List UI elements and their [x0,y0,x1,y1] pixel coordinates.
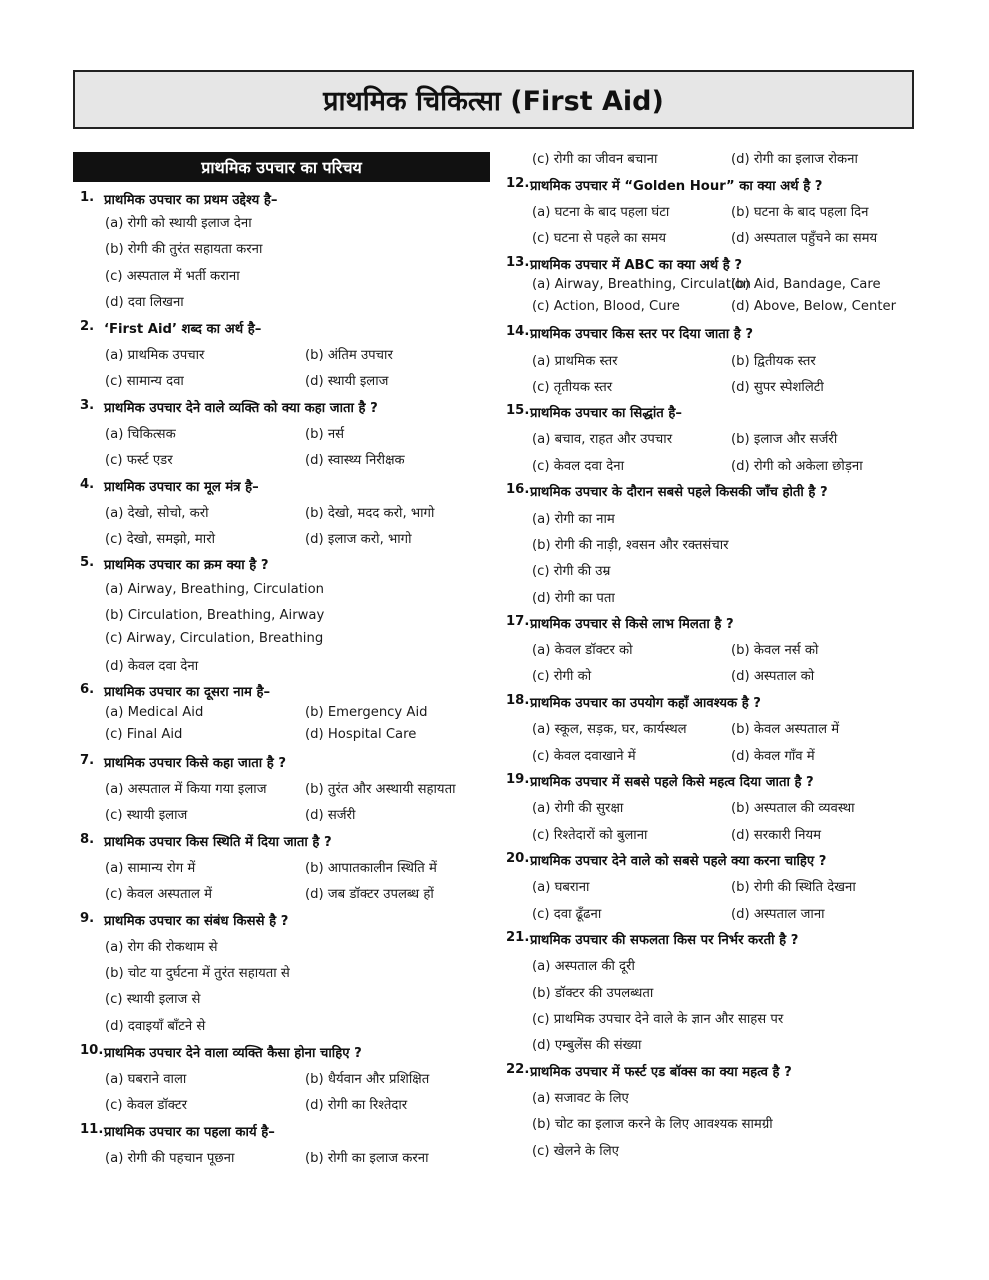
option: (b) नर्स [305,427,345,442]
question-number: 11. [80,1122,104,1137]
option: (c) केवल अस्पताल में [105,887,212,902]
option: (c) दवा ढूँढना [532,907,602,922]
question-number: 8. [80,832,95,847]
question-number: 19. [506,772,530,787]
option: (a) रोगी की पहचान पूछना [105,1151,235,1166]
option: (c) केवल दवाखाने में [532,749,636,764]
option: (b) धैर्यवान और प्रशिक्षित [305,1072,430,1087]
option: (c) तृतीयक स्तर [532,380,613,395]
option: (b) Circulation, Breathing, Airway [105,608,325,623]
question-text: प्राथमिक उपचार का उपयोग कहाँ आवश्यक है ? [530,696,761,711]
question-number: 6. [80,682,95,697]
question-text: प्राथमिक उपचार देने वाला व्यक्ति कैसा होना चाहिए ? [104,1046,362,1061]
option: (d) सर्जरी [305,808,356,823]
question-number: 9. [80,911,95,926]
option: (a) रोगी का नाम [532,512,615,527]
question-number: 4. [80,477,95,492]
option: (c) Airway, Circulation, Breathing [105,631,324,646]
option: (b) डॉक्टर की उपलब्धता [532,986,654,1001]
question-text: प्राथमिक उपचार का मूल मंत्र है– [104,480,259,495]
question-number: 14. [506,324,530,339]
option: (c) रोगी का जीवन बचाना [532,152,658,167]
option: (d) स्वास्थ्य निरीक्षक [305,453,405,468]
option: (d) दवाइयाँ बाँटने से [105,1019,206,1034]
option: (a) सामान्य रोग में [105,861,196,876]
option: (d) स्थायी इलाज [305,374,389,389]
option: (b) चोट या दुर्घटना में तुरंत सहायता से [105,966,290,981]
question-text: प्राथमिक उपचार देने वाले को सबसे पहले क्या करना चाहिए ? [530,854,827,869]
section-heading: प्राथमिक उपचार का परिचय [73,152,490,182]
question-number: 16. [506,482,530,497]
option: (d) अस्पताल जाना [731,907,825,922]
option: (d) सुपर स्पेशलिटी [731,380,824,395]
option: (c) रोगी को [532,669,592,684]
question-text: प्राथमिक उपचार का सिद्धांत है– [530,406,682,421]
question-number: 20. [506,851,530,866]
option: (d) दवा लिखना [105,295,184,310]
option: (a) अस्पताल की दूरी [532,959,635,974]
page-title: प्राथमिक चिकित्सा (First Aid) [323,86,664,117]
question-number: 13. [506,255,530,270]
option: (b) केवल अस्पताल में [731,722,840,737]
question-text: प्राथमिक उपचार देने वाले व्यक्ति को क्या कहा जाता है ? [104,401,378,416]
option: (c) स्थायी इलाज [105,808,188,823]
option: (b) अंतिम उपचार [305,348,393,363]
option: (b) रोगी की नाड़ी, श्वसन और रक्तसंचार [532,538,729,553]
option: (b) केवल नर्स को [731,643,819,658]
option: (d) इलाज करो, भागो [305,532,412,547]
question-number: 2. [80,319,95,334]
option: (d) Above, Below, Center [731,299,897,314]
option: (c) रोगी की उम्र [532,564,611,579]
option: (a) Airway, Breathing, Circulation [105,582,325,597]
question-number: 5. [80,555,95,570]
option: (a) Airway, Breathing, Circulation [532,277,752,292]
option: (c) प्राथमिक उपचार देने वाले के ज्ञान और साहस पर [532,1012,784,1027]
question-number: 21. [506,930,530,945]
option: (d) केवल दवा देना [105,659,199,674]
question-number: 12. [506,176,530,191]
question-text: प्राथमिक उपचार में ABC का क्या अर्थ है ? [530,258,743,273]
option: (c) केवल डॉक्टर [105,1098,188,1113]
question-number: 1. [80,190,95,205]
option: (d) जब डॉक्टर उपलब्ध हों [305,887,434,902]
option: (c) Final Aid [105,727,183,742]
option: (a) रोगी की सुरक्षा [532,801,624,816]
option: (a) अस्पताल में किया गया इलाज [105,782,267,797]
option: (a) प्राथमिक उपचार [105,348,205,363]
option: (b) तुरंत और अस्थायी सहायता [305,782,456,797]
option: (a) रोगी को स्थायी इलाज देना [105,216,252,231]
option: (c) देखो, समझो, मारो [105,532,216,547]
question-text: प्राथमिक उपचार किसे कहा जाता है ? [104,756,287,771]
option: (b) रोगी का इलाज करना [305,1151,429,1166]
option: (a) केवल डॉक्टर को [532,643,633,658]
question-text: प्राथमिक उपचार के दौरान सबसे पहले किसकी जाँच होती है ? [530,485,828,500]
option: (c) अस्पताल में भर्ती कराना [105,269,240,284]
option: (c) Action, Blood, Cure [532,299,680,314]
question-text: प्राथमिक उपचार से किसे लाभ मिलता है ? [530,617,734,632]
option: (d) रोगी का इलाज रोकना [731,152,858,167]
option: (c) खेलने के लिए [532,1144,619,1159]
option: (b) द्वितीयक स्तर [731,354,816,369]
question-text: प्राथमिक उपचार में फर्स्ट एड बॉक्स का क्या महत्व है ? [530,1065,792,1080]
question-number: 10. [80,1043,104,1058]
option: (a) घबराने वाला [105,1072,187,1087]
option: (b) अस्पताल की व्यवस्था [731,801,855,816]
option: (d) अस्पताल पहुँचने का समय [731,231,878,246]
question-number: 17. [506,614,530,629]
option: (b) देखो, मदद करो, भागो [305,506,435,521]
question-text: प्राथमिक उपचार का क्रम क्या है ? [104,558,269,573]
question-text: प्राथमिक उपचार का संबंध किससे है ? [104,914,289,929]
question-number: 22. [506,1062,530,1077]
option: (a) स्कूल, सड़क, घर, कार्यस्थल [532,722,687,737]
option: (a) घबराना [532,880,590,895]
option: (b) Emergency Aid [305,705,428,720]
option: (d) अस्पताल को [731,669,815,684]
question-number: 18. [506,693,530,708]
option: (b) Aid, Bandage, Care [731,277,881,292]
option: (a) देखो, सोचो, करो [105,506,209,521]
question-text: प्राथमिक उपचार की सफलता किस पर निर्भर करती है ? [530,933,799,948]
option: (b) रोगी की स्थिति देखना [731,880,856,895]
option: (a) सजावट के लिए [532,1091,629,1106]
option: (a) Medical Aid [105,705,204,720]
option: (a) चिकित्सक [105,427,176,442]
option: (d) सरकारी नियम [731,828,821,843]
question-text: प्राथमिक उपचार किस स्तर पर दिया जाता है ? [530,327,754,342]
question-text: प्राथमिक उपचार का प्रथम उद्देश्य है– [104,193,278,208]
option: (a) प्राथमिक स्तर [532,354,618,369]
question-text: प्राथमिक उपचार किस स्थिति में दिया जाता है ? [104,835,332,850]
option: (d) रोगी को अकेला छोड़ना [731,459,863,474]
option: (c) स्थायी इलाज से [105,992,201,1007]
option: (b) इलाज और सर्जरी [731,432,838,447]
option: (b) चोट का इलाज करने के लिए आवश्यक सामग्री [532,1117,773,1132]
option: (c) रिश्तेदारों को बुलाना [532,828,648,843]
option: (b) आपातकालीन स्थिति में [305,861,437,876]
option: (d) Hospital Care [305,727,417,742]
option: (d) रोगी का रिश्तेदार [305,1098,408,1113]
question-number: 3. [80,398,95,413]
question-number: 15. [506,403,530,418]
question-text: प्राथमिक उपचार का पहला कार्य है– [104,1125,275,1140]
option: (a) घटना के बाद पहला घंटा [532,205,670,220]
option: (b) घटना के बाद पहला दिन [731,205,869,220]
question-text: प्राथमिक उपचार में सबसे पहले किसे महत्व दिया जाता है ? [530,775,814,790]
option: (a) रोग की रोकथाम से [105,940,218,955]
option: (c) सामान्य दवा [105,374,184,389]
option: (d) एम्बुलेंस की संख्या [532,1038,642,1053]
option: (d) रोगी का पता [532,591,615,606]
question-number: 7. [80,753,95,768]
question-text: प्राथमिक उपचार में “Golden Hour” का क्या अर्थ है ? [530,179,823,194]
option: (c) केवल दवा देना [532,459,625,474]
option: (c) घटना से पहले का समय [532,231,667,246]
page-title-box [73,70,914,129]
option: (a) बचाव, राहत और उपचार [532,432,673,447]
option: (d) केवल गाँव में [731,749,815,764]
question-text: ‘First Aid’ शब्द का अर्थ है– [104,322,262,337]
option: (b) रोगी की तुरंत सहायता करना [105,242,263,257]
question-text: प्राथमिक उपचार का दूसरा नाम है– [104,685,271,700]
option: (c) फर्स्ट एडर [105,453,173,468]
